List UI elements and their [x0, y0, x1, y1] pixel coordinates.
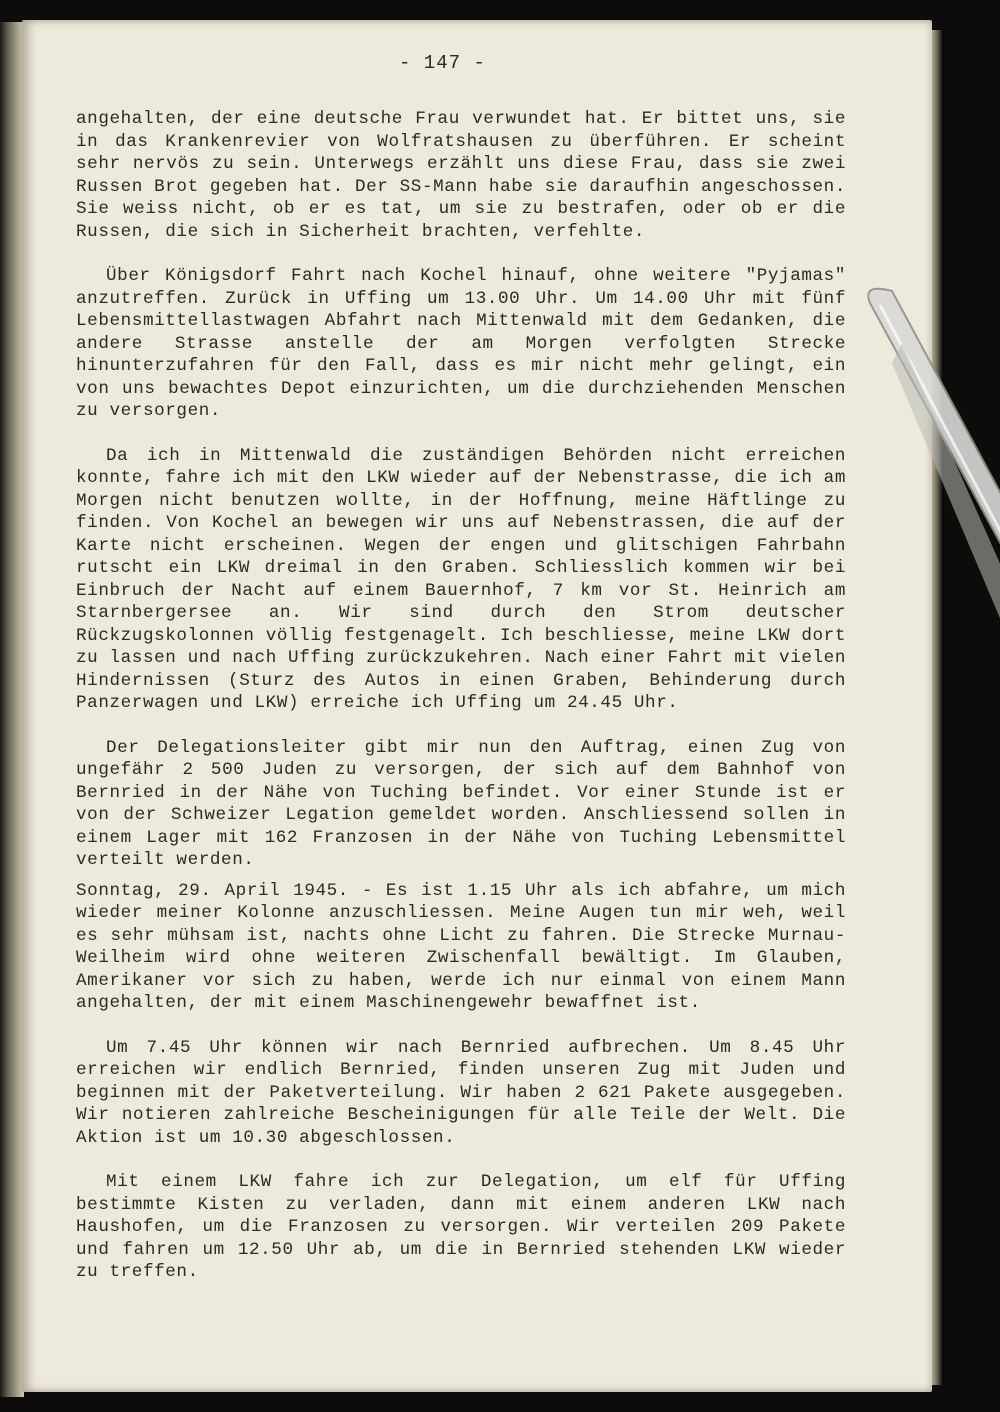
paragraph-1: angehalten, der eine deutsche Frau verwundet hat. Er bittet uns, sie in das Krankenrevier von Wolfratshausen zu überführen. Er scheint sehr nervös zu sein. Unterwegs erzählt uns diese Frau, dass sie zwei Russen Brot gegeben hat. Der SS-Mann habe sie daraufhin angeschossen. Sie weiss nicht, ob er es tat, um sie zu bestrafen, oder ob er die Russen, die sich in Sicherheit brachten, verfehlte.	[76, 109, 846, 242]
tweezers-icon	[862, 283, 1000, 643]
book-page	[22, 20, 932, 1392]
paragraph-7: Mit einem LKW fahre ich zur Delegation, um elf für Uffing bestimmte Kisten zu verladen, dann mit einem anderen LKW nach Haushofen, um die Franzosen zu versorgen. Wir verteilen 209 Pakete und fahren um 12.50 Uhr ab, um die in Bernried stehenden LKW wieder zu treffen.	[76, 1172, 846, 1282]
paragraph-5: Sonntag, 29. April 1945. - Es ist 1.15 Uhr als ich abfahre, um mich wieder meiner Kolonne anzuschliessen. Meine Augen tun mir weh, weil es sehr mühsam ist, nachts ohne Licht zu fahren. Die Strecke Murnau-Weilheim wird ohne weiteren Zwischenfall bewältigt. Im Glauben, Amerikaner vor sich zu haben, werde ich nur einmal von einem Mann angehalten, der mit einem Maschinengewehr bewaffnet ist.	[76, 880, 846, 1013]
book-spine-edge	[0, 22, 24, 1397]
page-text	[76, 108, 846, 1306]
paragraph-6: Um 7.45 Uhr können wir nach Bernried aufbrechen. Um 8.45 Uhr erreichen wir endlich Bernried, finden unseren Zug mit Juden und beginnen mit der Paketverteilung. Wir haben 2 621 Pakete ausgegeben. Wir notieren zahlreiche Bescheinigungen für alle Teile der Welt. Die Aktion ist um 10.30 abgeschlossen.	[76, 1037, 846, 1148]
page-number: - 147 -	[399, 52, 486, 74]
paragraph-4: Der Delegationsleiter gibt mir nun den Auftrag, einen Zug von ungefähr 2 500 Juden zu versorgen, der sich auf dem Bahnhof von Bernried in der Nähe von Tuching befindet. Vor einer Stunde ist er von der Schweizer Legation gemeldet worden. Anschliessend sollen in einem Lager mit 162 Franzosen in der Nähe von Tuching Lebensmittel verteilt werden.	[76, 737, 846, 870]
paragraph-3: Da ich in Mittenwald die zuständigen Behörden nicht erreichen konnte, fahre ich mit den LKW wieder auf der Nebenstrasse, die ich am Morgen nicht benutzen wollte, in der Hoffnung, meine Häftlinge zu finden. Von Kochel an bewegen wir uns auf Nebenstrassen, die auf der Karte nicht erscheinen. Wegen der engen und glitschigen Fahrbahn rutscht ein LKW dreimal in den Graben. Schliesslich kommen wir bei Einbruch der Nacht auf einem Bauernhof, 7 km vor St. Heinrich am Starnbergersee an. Wir sind durch den Strom deutscher Rückzugskolonnen völlig festgenagelt. Ich beschliesse, meine LKW dort zu lassen und nach Uffing zurückzukehren. Nach einer Fahrt mit vielen Hindernissen (Sturz des Autos in einen Graben, Behinderung durch Panzerwagen und LKW) erreiche ich Uffing um 24.45 Uhr.	[76, 445, 846, 713]
paragraph-2: Über Königsdorf Fahrt nach Kochel hinauf, ohne weitere "Pyjamas" anzutreffen. Zurück in Uffing um 13.00 Uhr. Um 14.00 Uhr mit fünf Lebensmittellastwagen Abfahrt nach Mittenwald mit dem Gedanken, die andere Strasse anstelle der am Morgen verfolgten Strecke hinunterzufahren für den Fall, dass es mir nicht mehr gelingt, ein von uns bewachtes Depot einzurichten, um die durchziehenden Menschen zu versorgen.	[76, 266, 846, 421]
